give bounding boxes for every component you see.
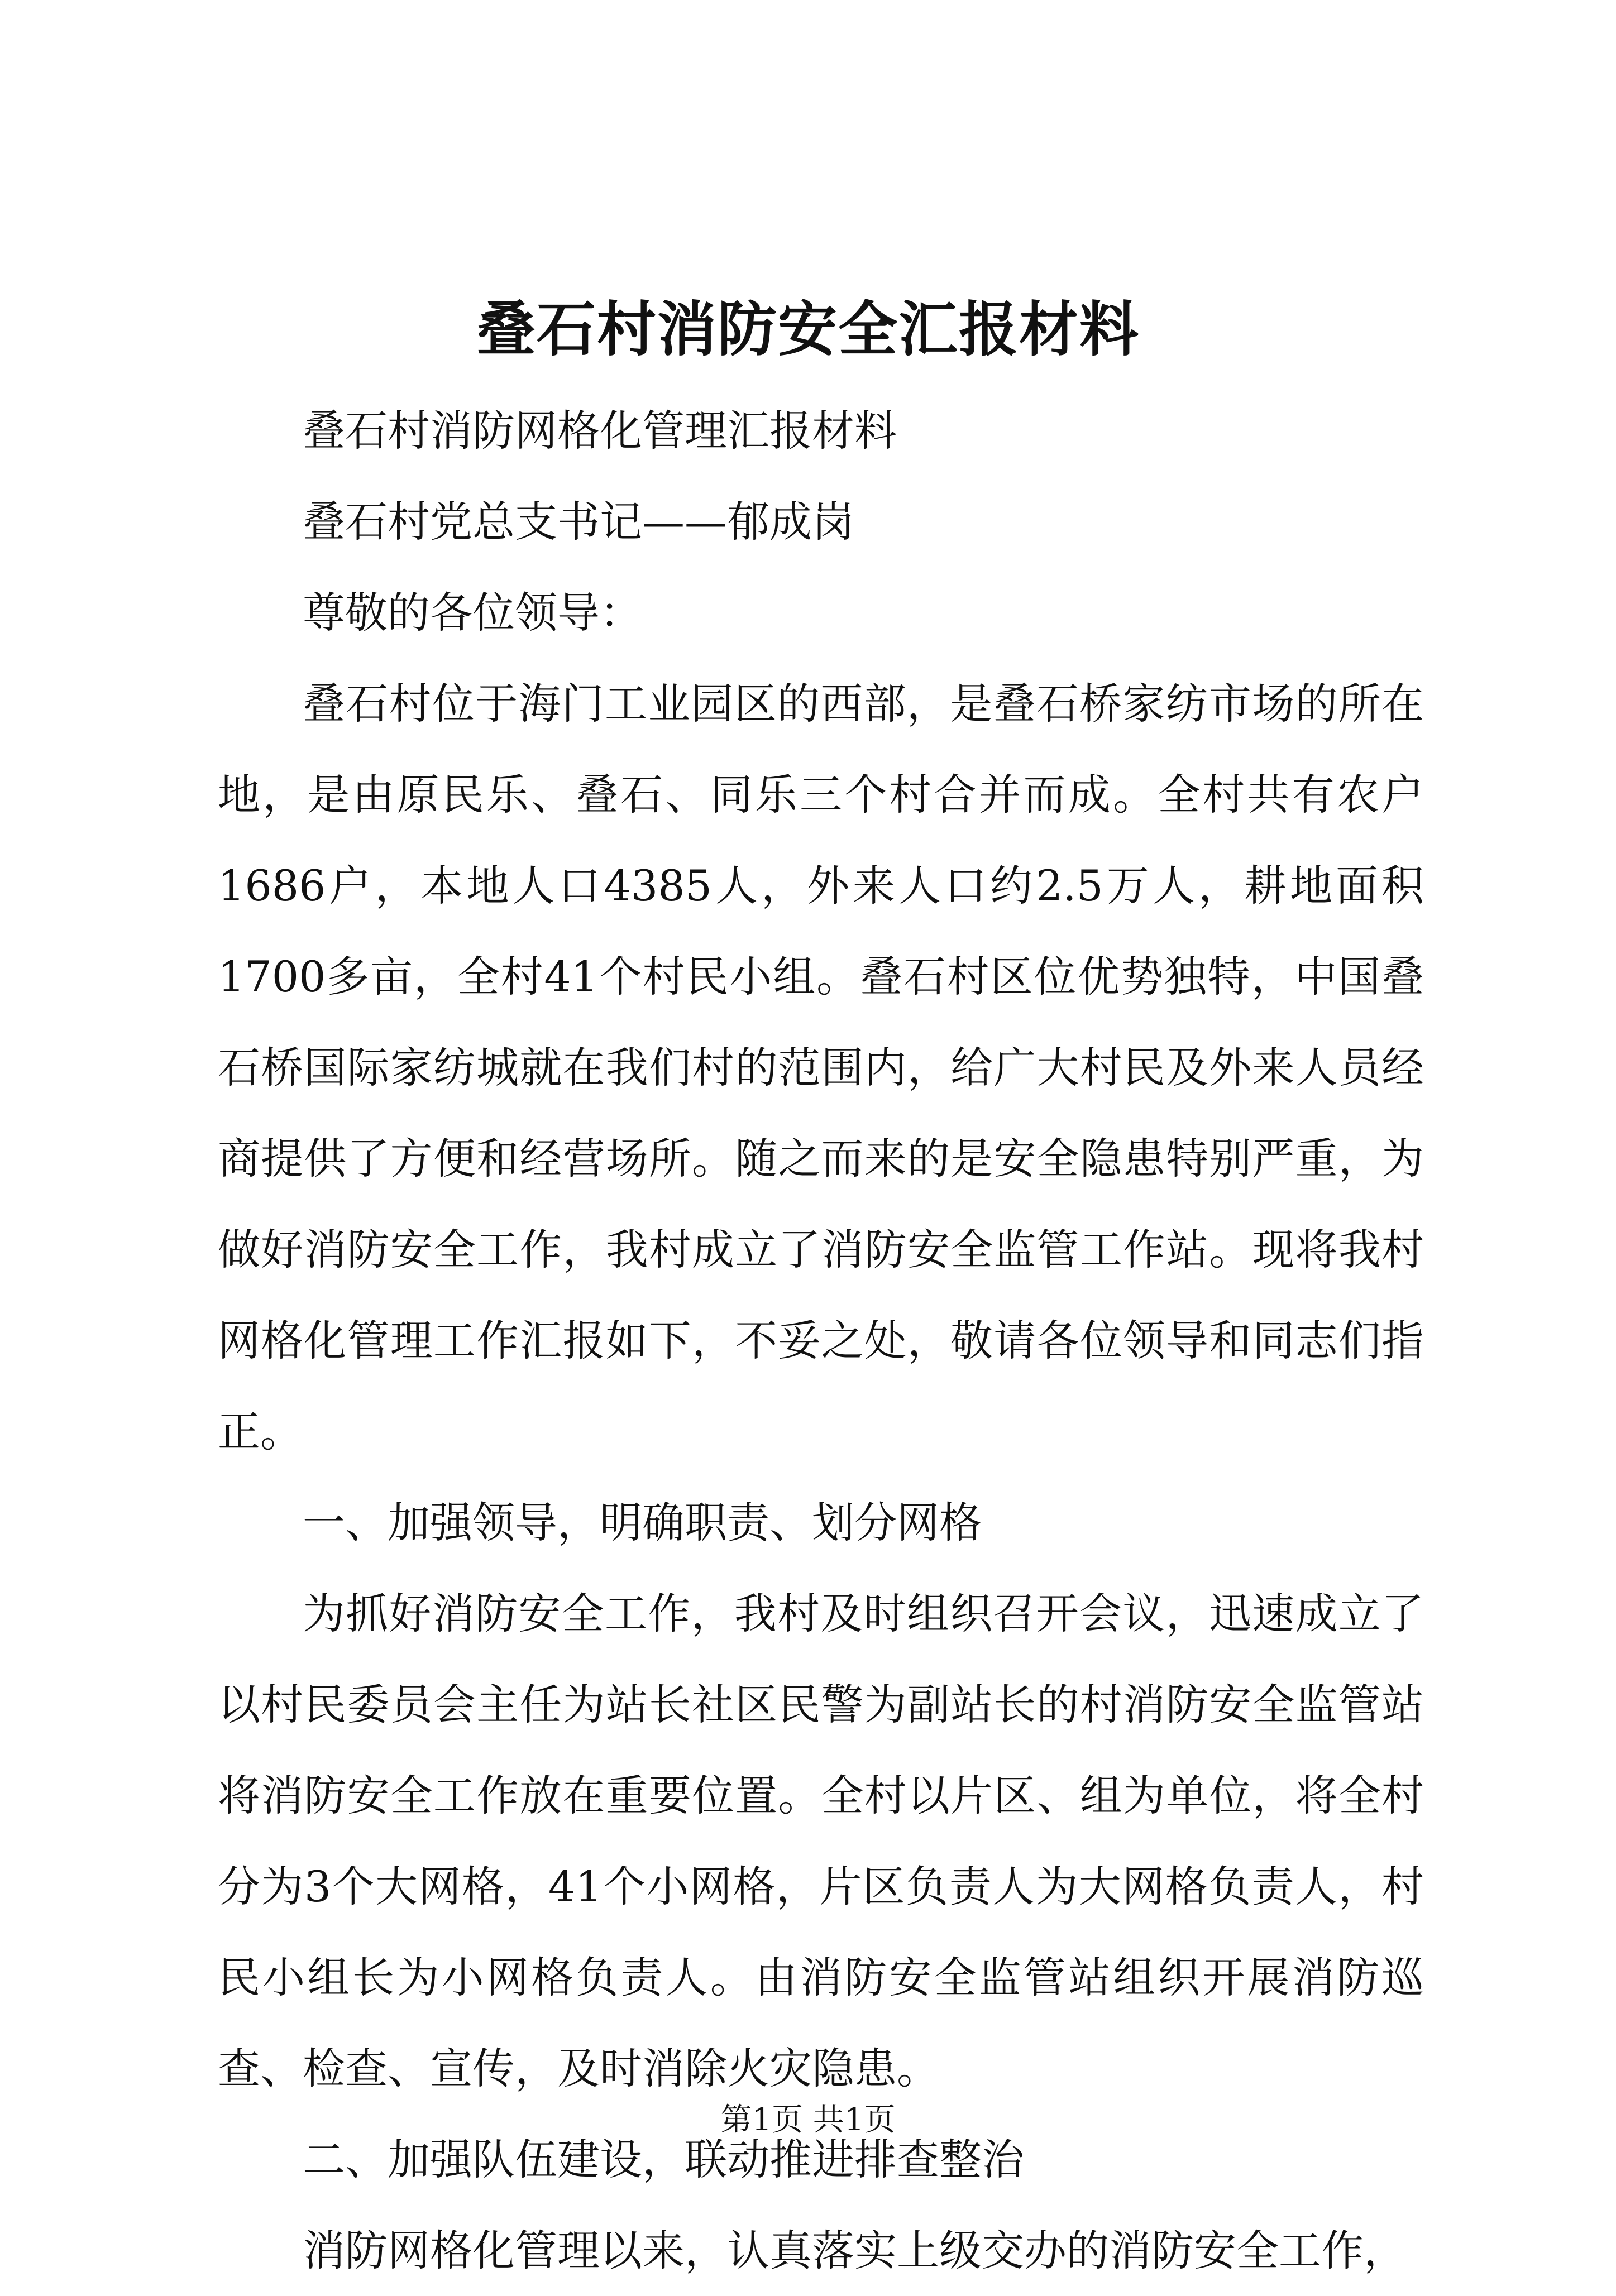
page-footer: 第1页 共1页 [720,2102,896,2138]
section-2-paragraph: 消防网格化管理以来，认真落实上级交办的消防安全工作， [303,2226,1406,2275]
section-heading-1: 一、加强领导，明确职责、划分网格 [303,1498,982,1547]
section-1-paragraph: 为抓好消防安全工作，我村及时组织召开会议，迅速成立了以村民委员会主任为站长社区民警为副站长的村消防安全监管站将消防安全工作放在重要位置。全村以片区、组为单位，将全村分为3个大网格，41个小网格，片区负责人为大网格负责人，村民小组长为小网格负责人。由消防安全监管站组织开展消防巡查、检查、宣传，及时消除火灾隐患。 [218,1589,1424,2093]
subtitle-paragraph: 叠石村消防网格化管理汇报材料 [303,406,897,456]
author-paragraph: 叠石村党总支书记——郁成岗 [303,497,854,547]
salutation-paragraph: 尊敬的各位领导： [303,588,642,637]
document-title: 叠石村消防安全汇报材料 [476,294,1140,364]
section-heading-2: 二、加强队伍建设，联动推进排查整治 [303,2135,1024,2184]
document-body [218,385,1424,2296]
intro-paragraph: 叠石村位于海门工业园区的西部，是叠石桥家纺市场的所在地，是由原民乐、叠石、同乐三个村合并而成。全村共有农户1686户，本地人口4385人，外来人口约2.5万人，耕地面积1700多亩，全村41个村民小组。叠石村区位优势独特，中国叠石桥国际家纺城就在我们村的范围内，给广大村民及外来人员经商提供了方便和经营场所。随之而来的是安全隐患特别严重，为做好消防安全工作，我村成立了消防安全监管工作站。现将我村网格化管理工作汇报如下，不妥之处，敬请各位领导和同志们指正。 [218,679,1424,1456]
